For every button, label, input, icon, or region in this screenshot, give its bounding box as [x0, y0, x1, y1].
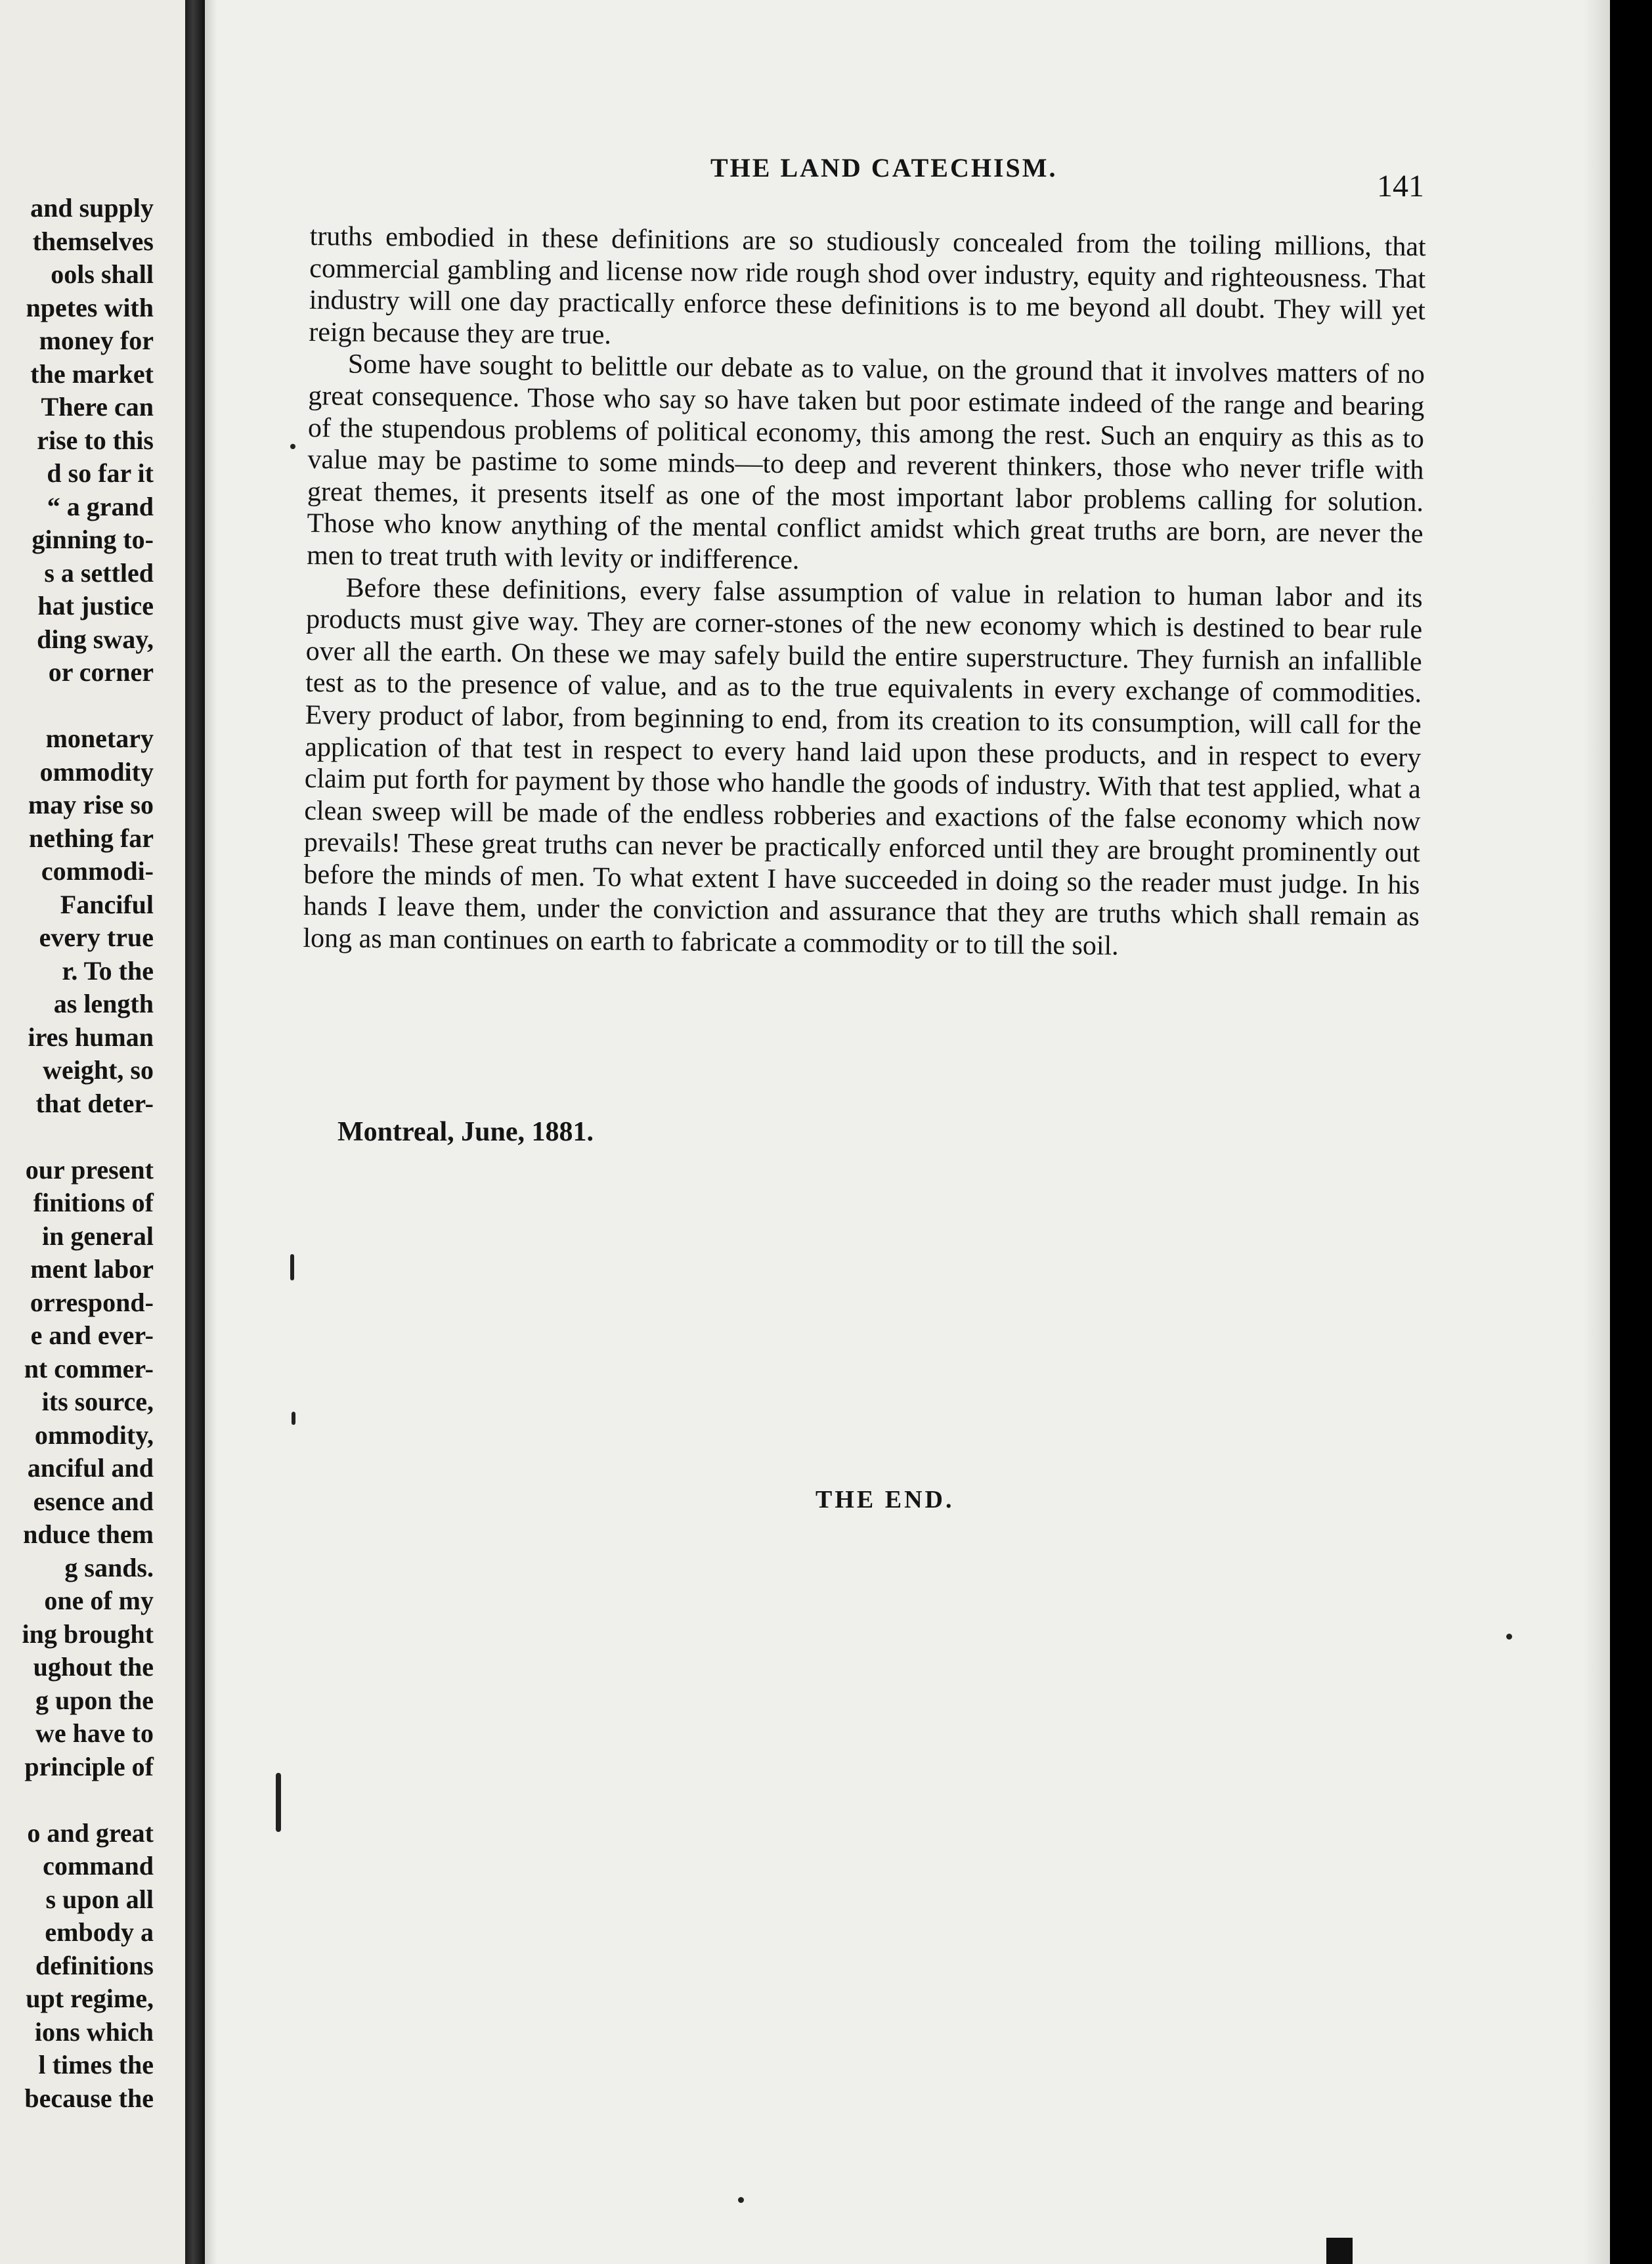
line-gap — [0, 689, 154, 723]
left-page-line: finitions of — [33, 1188, 154, 1217]
running-head: THE LAND CATECHISM. — [710, 153, 1058, 183]
ink-speck — [738, 2197, 744, 2203]
left-page-line: ding sway, — [37, 624, 154, 654]
left-page-line: l times the — [38, 2050, 154, 2079]
left-page-line: embody a — [45, 1917, 154, 1947]
left-page-line: ment labor — [30, 1254, 154, 1284]
left-page-line: rise to this — [37, 425, 154, 455]
left-page-line: the market — [30, 359, 154, 389]
ink-speck — [1506, 1634, 1512, 1640]
left-page-line: command — [43, 1851, 154, 1881]
right-page — [205, 0, 1610, 2264]
left-page-line: upt regime, — [26, 1984, 154, 2013]
left-page-line: monetary — [45, 724, 154, 753]
left-page-line: anciful and — [27, 1453, 154, 1483]
left-page-line: and supply — [30, 193, 154, 223]
left-page-line: commodi- — [41, 856, 154, 886]
left-page-line: ools shall — [51, 259, 154, 289]
left-page-line: themselves — [32, 226, 154, 256]
left-page-line: its source, — [41, 1387, 154, 1416]
left-page-line: ing brought — [22, 1619, 154, 1649]
left-page-line: esence and — [33, 1486, 154, 1516]
left-page-line: e and ever- — [30, 1320, 154, 1350]
left-page-line: we have to — [35, 1718, 154, 1748]
left-page-line: ughout the — [33, 1652, 154, 1682]
left-page-line: because the — [24, 2083, 154, 2113]
left-page-text — [0, 192, 154, 2115]
ink-speck — [290, 444, 295, 449]
left-page-line: ires human — [28, 1022, 154, 1052]
left-page-line: “ a grand — [47, 491, 154, 521]
left-page-line: may rise so — [28, 790, 154, 819]
left-page-line: g sands. — [64, 1552, 154, 1582]
left-page-line: money for — [39, 326, 154, 355]
paragraph-1: truths embodied in these definitions are so studiously concealed from the toiling millions, that commercial gambling and license now ride rough shod over industry, equity and righteousness. That industry will one day practically enforce these definitions is to me beyond all doubt. They will yet reign because they are true. — [309, 221, 1426, 351]
left-page-line: s a settled — [44, 557, 154, 588]
left-page-line: s upon all — [45, 1884, 154, 1914]
left-page-line: nething far — [29, 823, 154, 853]
left-page-line: our present — [25, 1154, 154, 1185]
left-page-line: npetes with — [26, 292, 154, 322]
paragraph-3: Before these definitions, every false assumption of value in relation to human labor and its products must give way. They are corner-stones of the new economy which is destined to bear rule over all the earth. On these we may safely build the entire superstructure. They furnish an infallible test as to the presence of value, and as to the true equivalents in every exchange of commodities. Every product of labor, from beginning to end, from its creation to its consumption, will call for the application of that test in respect to every hand laid upon these products, and in respect to every claim put forth for payment by those who handle the goods of industry. With that test applied, what a clean sweep will be made of the endless robberies and exactions of the false economy which now prevails! These great truths can never be practically enforced until they are brought prominently out before the minds of men. To what extent I have succeeded in doing so the reader must judge. In his hands I leave them, under the conviction and assurance that they are truths which shall remain as long as man continues on earth to fabricate a commodity or to till the soil. — [303, 573, 1423, 961]
left-page-line: r. To the — [62, 955, 154, 986]
the-end-heading: THE END. — [815, 1486, 955, 1513]
body-text — [303, 221, 1426, 965]
left-page-line: definitions — [35, 1950, 154, 1980]
left-page-line: nt commer- — [24, 1353, 154, 1383]
left-page-line: d so far it — [47, 458, 154, 488]
ink-speck — [276, 1773, 281, 1832]
left-page-line: There can — [41, 392, 154, 422]
left-page-line: ommodity, — [34, 1420, 154, 1450]
left-page-line: weight, so — [43, 1055, 154, 1085]
left-page-line: that deter- — [35, 1088, 154, 1118]
left-page-line: Fanciful — [60, 889, 154, 919]
page-gutter — [185, 0, 205, 2264]
left-page-line: o and great — [27, 1818, 154, 1848]
left-page-fragment — [0, 0, 185, 2264]
left-page-line: or corner — [48, 657, 154, 687]
ink-speck — [292, 1412, 295, 1425]
left-page-line: hat justice — [37, 591, 154, 620]
left-page-line: every true — [39, 923, 154, 952]
left-page-line: as length — [53, 989, 154, 1018]
ink-speck — [290, 1254, 294, 1280]
line-gap — [0, 1783, 154, 1817]
left-page-line: orrespond- — [30, 1287, 154, 1317]
left-page-line: g upon the — [35, 1685, 154, 1715]
scan-edge-mark — [1326, 2238, 1353, 2264]
page-number: 141 — [1377, 169, 1424, 204]
left-page-line: nduce them — [23, 1519, 154, 1549]
left-page-line: in general — [42, 1221, 154, 1251]
left-page-line: principle of — [24, 1751, 154, 1781]
line-gap — [0, 1120, 154, 1154]
left-page-line: one of my — [44, 1586, 154, 1615]
left-page-line: ions which — [34, 2016, 154, 2047]
dateline: Montreal, June, 1881. — [337, 1117, 594, 1147]
left-page-line: ommodity — [39, 756, 154, 787]
paragraph-2: Some have sought to belittle our debate as to value, on the ground that it involves matters of no great consequence. Those who say so have taken but poor estimate indeed of the range and bearing of the stupendous problems of political economy, this among the rest. Such an enquiry as this as to value may be pastime to some minds—to deep and reverent thinkers, those who never trifle with great themes, it presents itself as one of the most important labor problems calling for solution. Those who know anything of the mental conflict amidst which great truths are born, are never the men to treat truth with levity or indifference. — [306, 349, 1425, 576]
left-page-line: ginning to- — [32, 525, 154, 554]
